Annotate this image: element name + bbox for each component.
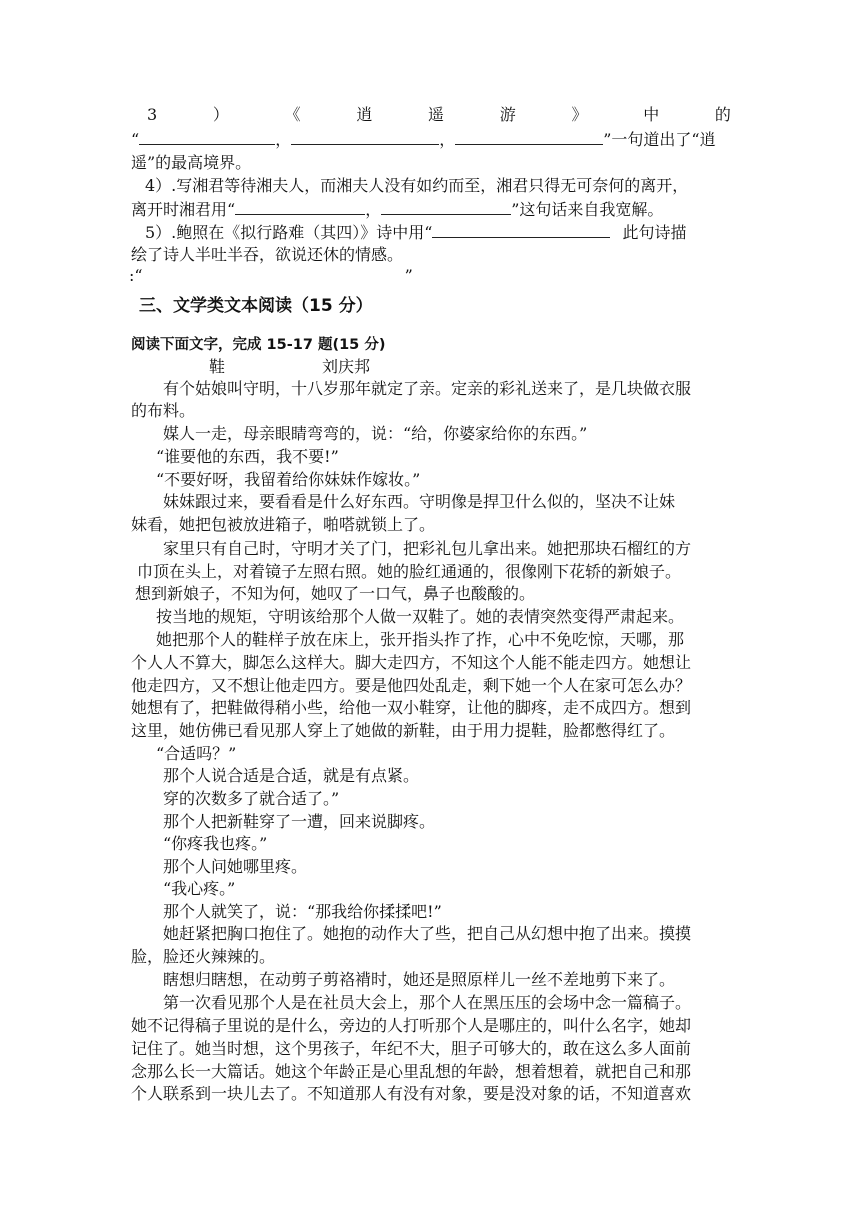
story-line: “谁要他的东西，我不要!” (156, 447, 339, 466)
story-line: 妹看，她把包被放进箱子，啪嗒就锁上了。 (131, 515, 436, 534)
story-line: 念那么长一大篇话。她这个年龄正是心里乱想的年龄，想着想着，就把自己和那 (131, 1062, 692, 1081)
story-title: 鞋 (209, 357, 226, 376)
question-3-line-1 (131, 104, 731, 126)
q5-answer-blank[interactable] (432, 221, 610, 238)
q3-comma-1: ， (275, 130, 292, 149)
story-line: 记住了。她当时想，这个男孩子，年纪不大，胆子可够大的，敢在这么多人面前 (131, 1039, 692, 1058)
story-line: 那个人问她哪里疼。 (163, 857, 308, 876)
q3-token: ） (212, 105, 229, 124)
story-line: 个人人不算大，脚怎么这样大。脚大走四方，不知这个人能不能走四方。她想让 (131, 653, 692, 672)
story-line: 这里，她仿佛已看见那人穿上了她做的新鞋，由于用力提鞋，脸都憋得红了。 (131, 721, 676, 740)
question-5-line-1 (145, 221, 745, 244)
q3-after-text: ”一句道出了“逍 (603, 130, 716, 149)
story-author: 刘庆邦 (322, 357, 371, 376)
question-5-line-2: 绘了诗人半吐半吞，欲说还休的情感。 (131, 245, 404, 264)
q3-token: 3 (147, 105, 158, 124)
question-3-line-2 (131, 128, 731, 151)
question-5-line-3 (129, 265, 729, 287)
q5-before-text: 5）.鲍照在《拟行路难（其四）》诗中用“ (145, 223, 433, 242)
story-line: 想到新娘子，不知为何，她叹了一口气，鼻子也酸酸的。 (135, 584, 536, 603)
story-line: “不要好呀，我留着给你妹妹作嫁妆。” (156, 470, 421, 489)
q4-after-text: ”这句话来自我宽解。 (511, 200, 664, 219)
story-line: 巾顶在头上，对着镜子左照右照。她的脸红通通的，很像刚下花轿的新娘子。 (137, 562, 682, 581)
story-line: 的布料。 (131, 401, 196, 420)
q4-before-text: 离开时湘君用“ (131, 200, 236, 219)
story-line: 穿的次数多了就合适了。” (163, 789, 340, 808)
story-line: 个人联系到一块儿去了。不知道那人有没有对象，要是没对象的话，不知道喜欢 (131, 1084, 692, 1103)
story-line: 第一次看见那个人是在社员大会上，那个人在黑压压的会场中念一篇稿子。 (163, 993, 692, 1012)
q3-token: 中 (643, 105, 660, 124)
section-title: 三、文学类文本阅读（15 分） (139, 296, 373, 316)
story-line: 他走四方，又不想让他走四方。要是他四处乱走，剩下她一个人在家可怎么办？ (131, 676, 692, 695)
q3-token: 逍 (356, 105, 373, 124)
story-line: 那个人把新鞋穿了一遭，回来说脚疼。 (163, 812, 436, 831)
story-line: 有个姑娘叫守明，十八岁那年就定了亲。定亲的彩礼送来了，是几块做衣服 (163, 379, 692, 398)
story-line: 家里只有自己时，守明才关了门，把彩礼包儿拿出来。她把那块石榴红的方 (163, 539, 692, 558)
question-4-line-1: 4）.写湘君等待湘夫人，而湘夫人没有如约而至，湘君只得无可奈何的离开， (145, 176, 689, 195)
story-line: “我心疼。” (163, 879, 236, 898)
story-line: 妹妹跟过来，要看看是什么好东西。守明像是捍卫什么似的，坚决不让妹 (163, 492, 676, 511)
q3-token: 遥 (428, 105, 445, 124)
q4-answer-blank-2[interactable] (381, 198, 511, 215)
q5-after-text: 此句诗描 (622, 223, 687, 242)
story-line: “你疼我也疼。” (163, 834, 268, 853)
story-line: 那个人说合适是合适，就是有点紧。 (163, 766, 420, 785)
q4-comma: ， (365, 200, 382, 219)
q4-answer-blank-1[interactable] (235, 198, 365, 215)
reading-instruction: 阅读下面文字，完成 15-17 题(15 分) (131, 337, 386, 353)
q3-token: 的 (714, 105, 731, 124)
story-line: 她想有了，把鞋做得稍小些，给他一双小鞋穿，让他的脚疼，走不成四方。想到 (131, 698, 692, 717)
story-line: 按当地的规矩，守明该给那个人做一双鞋了。她的表情突然变得严肃起来。 (156, 607, 685, 626)
q5-quote-open: :“ (129, 266, 143, 285)
q3-comma-2: ， (439, 130, 456, 149)
story-line: 她不记得稿子里说的是什么，旁边的人打听那个人是哪庄的，叫什么名字，她却 (131, 1016, 692, 1035)
story-line: 瞎想归瞎想，在动剪子剪袼褙时，她还是照原样儿一丝不差地剪下来了。 (163, 970, 676, 989)
story-line: 脸，脸还火辣辣的。 (131, 947, 276, 966)
story-line: 她赶紧把胸口抱住了。她抱的动作大了些，把自己从幻想中抱了出来。摸摸 (163, 924, 692, 943)
q3-token: 《 (284, 105, 301, 124)
story-line: 那个人就笑了，说：“那我给你揉揉吧!” (163, 902, 442, 921)
q3-answer-blank-1[interactable] (139, 128, 275, 145)
story-line: 媒人一走，母亲眼睛弯弯的，说：“给，你婆家给你的东西。” (163, 424, 588, 443)
story-line: “合适吗？” (156, 744, 237, 763)
q3-answer-blank-2[interactable] (291, 128, 439, 145)
story-line: 她把那个人的鞋样子放在床上，张开指头拃了拃，心中不免吃惊，天哪，那 (156, 630, 685, 649)
q3-answer-blank-3[interactable] (455, 128, 603, 145)
question-4-line-2 (131, 198, 731, 221)
q3-token: 游 (499, 105, 516, 124)
q5-quote-close: ” (404, 266, 413, 285)
q3-quote-open: “ (131, 130, 140, 149)
question-3-line-3: 遥”的最高境界。 (131, 153, 252, 172)
q3-token: 》 (571, 105, 588, 124)
